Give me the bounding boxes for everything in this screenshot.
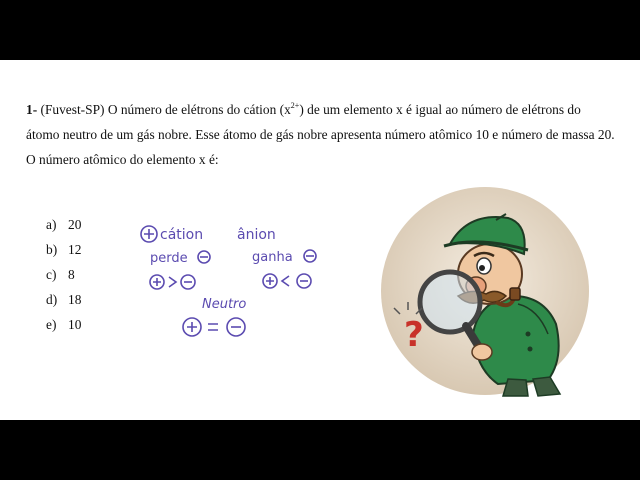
option-value: 12 — [68, 242, 82, 257]
question-number: 1- — [26, 102, 38, 117]
detective-illustration — [378, 184, 592, 398]
question-text — [26, 97, 616, 172]
cation-charge: 2+ — [290, 101, 300, 110]
note-loses: perde — [150, 251, 188, 266]
option-letter: a) — [46, 217, 57, 232]
option-value: 10 — [68, 317, 82, 332]
option-b[interactable] — [46, 237, 81, 262]
answer-options — [46, 212, 81, 337]
slide — [0, 60, 640, 420]
note-cation: cátion — [160, 227, 204, 243]
option-d[interactable] — [46, 287, 81, 312]
question-text-part1: (Fuvest-SP) O número de elétrons do cátion (x — [37, 102, 291, 117]
question-text-part2: ) de um elemento x é igual ao número de elétrons do átomo neutro de um gás nobre. Esse átomo de gás nobre apresenta número atômico 10 e número de massa 20. O número atômico do elemento x é: — [26, 102, 615, 167]
option-letter: d) — [46, 292, 58, 307]
option-value: 8 — [68, 267, 75, 282]
magnifying-glass-icon — [420, 272, 480, 332]
option-e[interactable] — [46, 312, 81, 337]
question-mark-icon: ? — [404, 315, 424, 355]
option-c[interactable] — [46, 262, 81, 287]
option-value: 18 — [68, 292, 82, 307]
option-letter: c) — [46, 267, 57, 282]
handwritten-notes — [132, 212, 352, 352]
option-letter: e) — [46, 317, 57, 332]
note-gains: ganha — [252, 250, 293, 265]
option-value: 20 — [68, 217, 82, 232]
option-letter: b) — [46, 242, 58, 257]
note-neutral: Neutro — [202, 297, 247, 312]
note-anion: ânion — [237, 227, 276, 243]
option-a[interactable] — [46, 212, 81, 237]
